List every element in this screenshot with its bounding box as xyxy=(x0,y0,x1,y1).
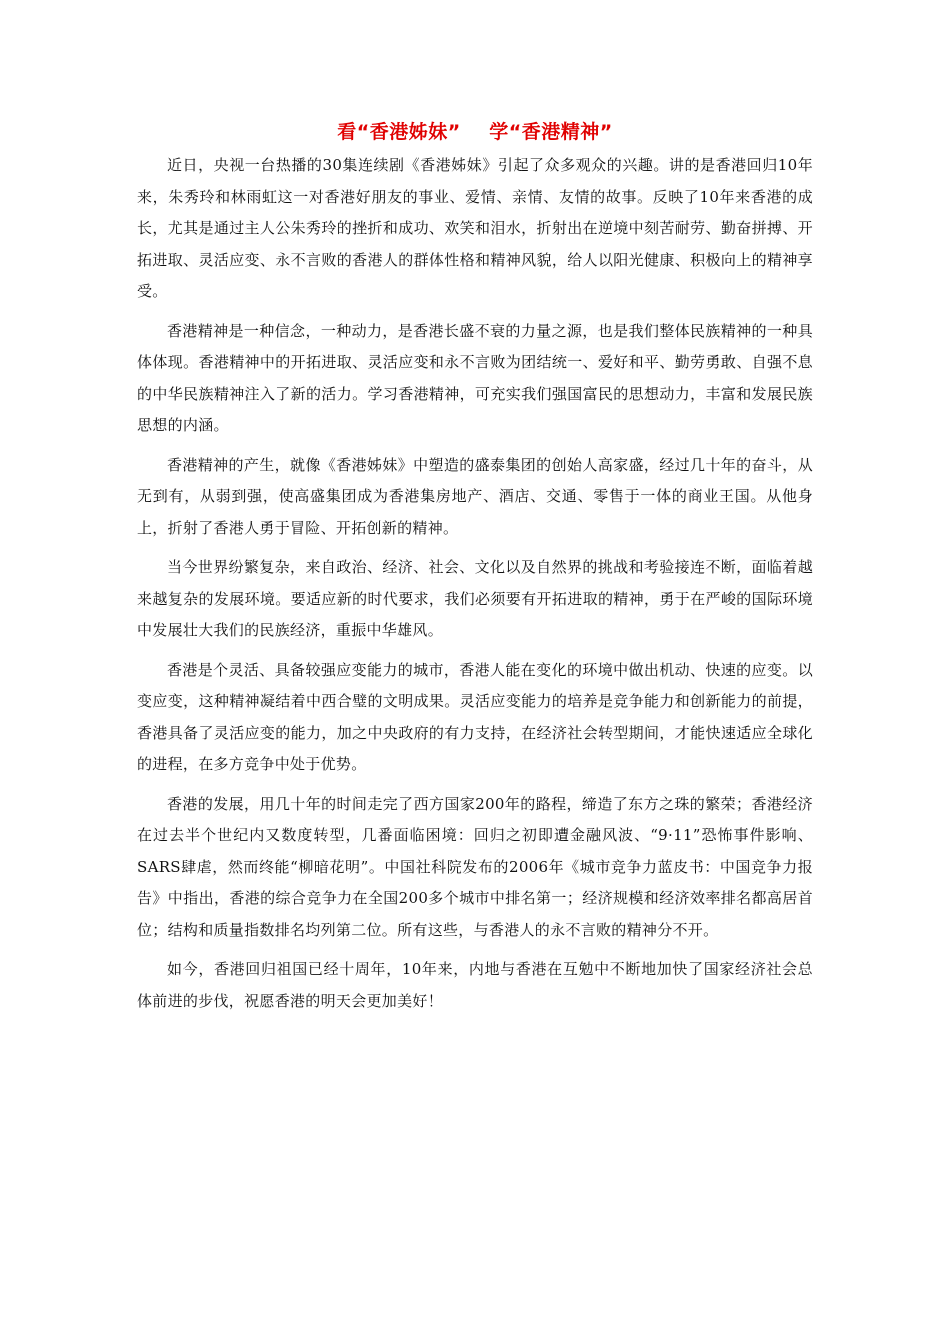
article-paragraph: 近日，央视一台热播的30集连续剧《香港姊妹》引起了众多观众的兴趣。讲的是香港回归10年来，朱秀玲和林雨虹这一对香港好朋友的事业、爱情、亲情、友情的故事。反映了10年来香港的成长，尤其是通过主人公朱秀玲的挫折和成功、欢笑和泪水，折射出在逆境中刻苦耐劳、勤奋拼搏、开拓进取、灵活应变、永不言败的香港人的群体性格和精神风貌，给人以阳光健康、积极向上的精神享受。 xyxy=(137,156,813,300)
article-title: 看“香港姊妹” 学“香港精神” xyxy=(337,121,613,143)
article-paragraph: 当今世界纷繁复杂，来自政治、经济、社会、文化以及自然界的挑战和考验接连不断，面临着越来越复杂的发展环境。要适应新的时代要求，我们必须要有开拓进取的精神，勇于在严峻的国际环境中发展壮大我们的民族经济，重振中华雄风。 xyxy=(137,558,813,639)
article-paragraph: 香港是个灵活、具备较强应变能力的城市，香港人能在变化的环境中做出机动、快速的应变。以变应变，这种精神凝结着中西合璧的文明成果。灵活应变能力的培养是竞争能力和创新能力的前提，香港具备了灵活应变的能力，加之中央政府的有力支持，在经济社会转型期间，才能快速适应全球化的进程，在多方竞争中处于优势。 xyxy=(137,660,813,773)
article-body xyxy=(137,150,813,1017)
article-paragraph: 香港的发展，用几十年的时间走完了西方国家200年的路程，缔造了东方之珠的繁荣；香港经济在过去半个世纪内又数度转型，几番面临困境：回归之初即遭金融风波、“9·11”恐怖事件影响、SARS肆虐，然而终能“柳暗花明”。中国社科院发布的2006年《城市竞争力蓝皮书：中国竞争力报告》中指出，香港的综合竞争力在全国200多个城市中排名第一；经济规模和经济效率排名都高居首位；结构和质量指数排名均列第二位。所有这些，与香港人的永不言败的精神分不开。 xyxy=(137,794,813,939)
document-page xyxy=(137,116,813,1025)
article-paragraph: 香港精神的产生，就像《香港姊妹》中塑造的盛泰集团的创始人高家盛，经过几十年的奋斗，从无到有，从弱到强，使高盛集团成为香港集房地产、酒店、交通、零售于一体的商业王国。从他身上，折射了香港人勇于冒险、开拓创新的精神。 xyxy=(137,455,813,537)
article-paragraph: 香港精神是一种信念，一种动力，是香港长盛不衰的力量之源，也是我们整体民族精神的一种具体体现。香港精神中的开拓进取、灵活应变和永不言败为团结统一、爱好和平、勤劳勇敢、自强不息的中华民族精神注入了新的活力。学习香港精神，可充实我们强国富民的思想动力，丰富和发展民族思想的内涵。 xyxy=(137,321,813,434)
article-paragraph: 如今，香港回归祖国已经十周年，10年来，内地与香港在互勉中不断地加快了国家经济社会总体前进的步伐，祝愿香港的明天会更加美好！ xyxy=(137,960,813,1010)
